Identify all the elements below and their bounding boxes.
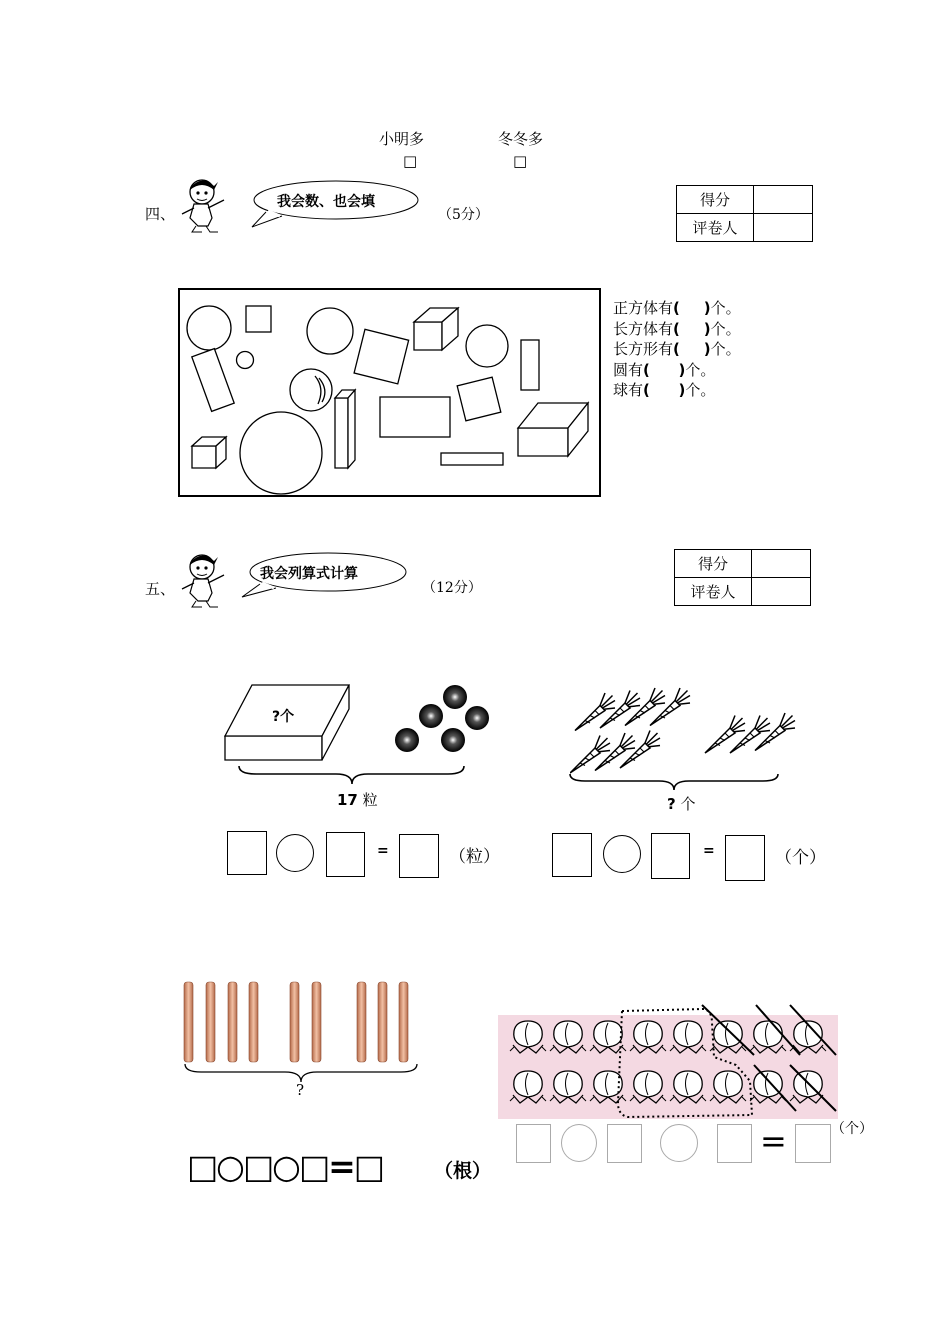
operator-circle[interactable] bbox=[603, 835, 641, 873]
sticks-figure bbox=[180, 976, 420, 1066]
beads-figure bbox=[390, 680, 490, 760]
total-17-label: 17 粒 bbox=[337, 791, 378, 809]
reviewer-label: 评卷人 bbox=[677, 214, 754, 242]
section4-questions bbox=[613, 298, 741, 401]
section4-title: 我会数、也会填 bbox=[277, 194, 375, 210]
choice-dongdong-label: 冬冬多 bbox=[498, 130, 544, 148]
choice-xiaoming-label: 小明多 bbox=[379, 130, 425, 148]
shapes-figure bbox=[178, 288, 602, 498]
answer-box[interactable] bbox=[725, 835, 765, 881]
answer-box[interactable] bbox=[717, 1124, 752, 1163]
total-sticks-label: ? bbox=[296, 1081, 305, 1099]
section5-points: （12分） bbox=[422, 580, 482, 596]
answer-box[interactable] bbox=[651, 833, 690, 879]
score-label: 得分 bbox=[677, 186, 754, 214]
section4-score-table bbox=[676, 185, 813, 242]
choice-dongdong-checkbox[interactable]: □ bbox=[513, 152, 528, 170]
answer-box[interactable] bbox=[399, 834, 439, 878]
operator-circle[interactable] bbox=[276, 834, 314, 872]
kid-mascot-icon bbox=[172, 170, 234, 234]
question-sphere: 球有( )个。 bbox=[613, 381, 716, 399]
answer-box[interactable] bbox=[326, 832, 365, 877]
section5-number: 五、 bbox=[145, 580, 176, 598]
equals-sign: = bbox=[377, 843, 389, 859]
brace-17 bbox=[236, 764, 468, 788]
answer-box[interactable] bbox=[795, 1124, 831, 1163]
question-circle: 圆有( )个。 bbox=[613, 360, 716, 379]
section4-points: （5分） bbox=[438, 207, 489, 223]
section5-title: 我会列算式计算 bbox=[260, 566, 358, 582]
reviewer-cell[interactable] bbox=[754, 214, 813, 242]
score-cell[interactable] bbox=[752, 550, 811, 578]
unit-label: （个） bbox=[775, 848, 826, 868]
unit-label: （个） bbox=[831, 1121, 873, 1137]
reviewer-label: 评卷人 bbox=[675, 578, 752, 606]
operator-circle[interactable] bbox=[660, 1124, 698, 1162]
kid-mascot-icon bbox=[172, 545, 234, 609]
seed-box-label: ?个 bbox=[272, 709, 295, 725]
question-cube: 正方体有( )个。 bbox=[613, 299, 741, 317]
score-cell[interactable] bbox=[754, 186, 813, 214]
score-label: 得分 bbox=[675, 550, 752, 578]
section4-number: 四、 bbox=[145, 205, 176, 223]
answer-box[interactable] bbox=[552, 833, 592, 877]
equals-sign: = bbox=[760, 1122, 787, 1160]
operator-circle[interactable] bbox=[561, 1124, 597, 1162]
section5-score-table bbox=[674, 549, 811, 606]
question-cuboid: 长方体有( )个。 bbox=[613, 319, 741, 338]
carrots-figure bbox=[570, 668, 810, 778]
question-rectangle: 长方形有( )个。 bbox=[613, 340, 741, 358]
answer-box[interactable] bbox=[516, 1124, 551, 1163]
peaches-figure bbox=[498, 1003, 838, 1119]
sticks-equation[interactable]: □○□○□=□ bbox=[187, 1147, 383, 1186]
unit-label: （粒） bbox=[449, 847, 500, 867]
unit-label: （根） bbox=[434, 1160, 492, 1182]
choice-xiaoming-checkbox[interactable]: □ bbox=[403, 152, 418, 170]
equals-sign: = bbox=[703, 843, 715, 859]
total-carrots-label: ? 个 bbox=[667, 795, 696, 813]
brace-carrots bbox=[567, 772, 783, 794]
answer-box[interactable] bbox=[227, 831, 267, 875]
reviewer-cell[interactable] bbox=[752, 578, 811, 606]
answer-box[interactable] bbox=[607, 1124, 642, 1163]
